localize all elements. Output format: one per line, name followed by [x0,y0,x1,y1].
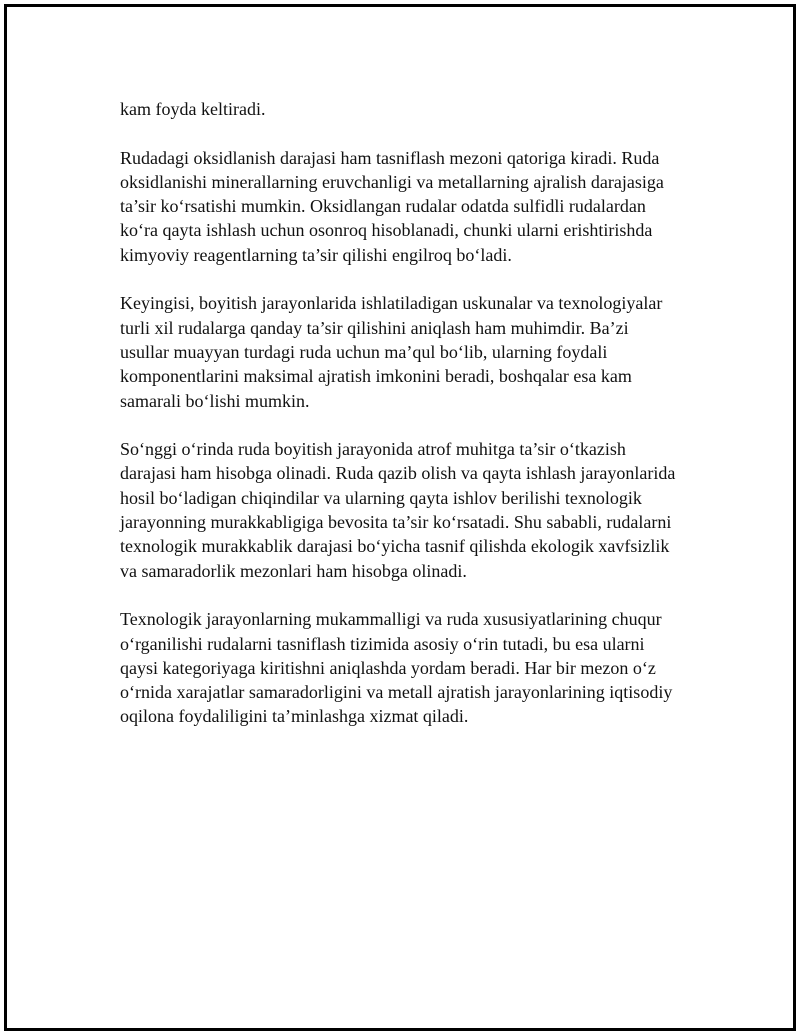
text-line: usullar muayyan turdagi ruda uchun ma’qul bo‘lib, ularning foydali [120,341,608,362]
text-line: hosil bo‘ladigan chiqindilar va ularning qayta ishlov berilishi texnologik [120,487,642,508]
document-body [120,97,705,753]
page-frame [4,4,796,1031]
text-line: turli xil rudalarga qanday ta’sir qilishini aniqlash ham muhimdir. Ba’zi [120,317,629,338]
paragraph-4 [120,437,705,583]
paragraph-5 [120,607,705,728]
text-line: darajasi ham hisobga olinadi. Ruda qazib olish va qayta ishlash jarayonlarida [120,463,676,484]
text-line: komponentlarini maksimal ajratish imkonini beradi, boshqalar esa kam [120,366,632,387]
text-line: oksidlanishi minerallarning eruvchanligi va metallarning ajralish darajasiga [120,171,664,192]
text-line: ta’sir ko‘rsatishi mumkin. Oksidlangan rudalar odatda sulfidli rudalardan [120,196,646,217]
text-line: Keyingisi, boyitish jarayonlarida ishlatiladigan uskunalar va texnologiyalar [120,293,663,314]
text-line: samarali bo‘lishi mumkin. [120,390,310,411]
text-line: va samaradorlik mezonlari ham hisobga olinadi. [120,560,467,581]
paragraph-3 [120,291,705,412]
text-line: qaysi kategoriyaga kiritishni aniqlashda yordam beradi. Har bir mezon o‘z [120,657,656,678]
text-line: ko‘ra qayta ishlash uchun osonroq hisoblanadi, chunki ularni erishtirishda [120,220,653,241]
text-line: Rudadagi oksidlanish darajasi ham tasniflash mezoni qatoriga kiradi. Ruda [120,147,660,168]
paragraph-1 [120,97,705,121]
text-line: jarayonning murakkabligiga bevosita ta’sir ko‘rsatadi. Shu sababli, rudalarni [120,512,672,533]
paragraph-2 [120,146,705,267]
text-line: o‘rganilishi rudalarni tasniflash tizimida asosiy o‘rin tutadi, bu esa ularni [120,633,645,654]
text-line: Texnologik jarayonlarning mukammalligi va ruda xususiyatlarining chuqur [120,609,662,630]
text-line: o‘rnida xarajatlar samaradorligini va metall ajratish jarayonlarining iqtisodiy [120,682,673,703]
text-line: kam foyda keltiradi. [120,99,266,119]
text-line: kimyoviy reagentlarning ta’sir qilishi engilroq bo‘ladi. [120,244,512,265]
text-line: So‘nggi o‘rinda ruda boyitish jarayonida atrof muhitga ta’sir o‘tkazish [120,439,626,460]
text-line: texnologik murakkablik darajasi bo‘yicha tasnif qilishda ekologik xavfsizlik [120,536,670,557]
text-line: oqilona foydaliligini ta’minlashga xizmat qiladi. [120,706,469,727]
